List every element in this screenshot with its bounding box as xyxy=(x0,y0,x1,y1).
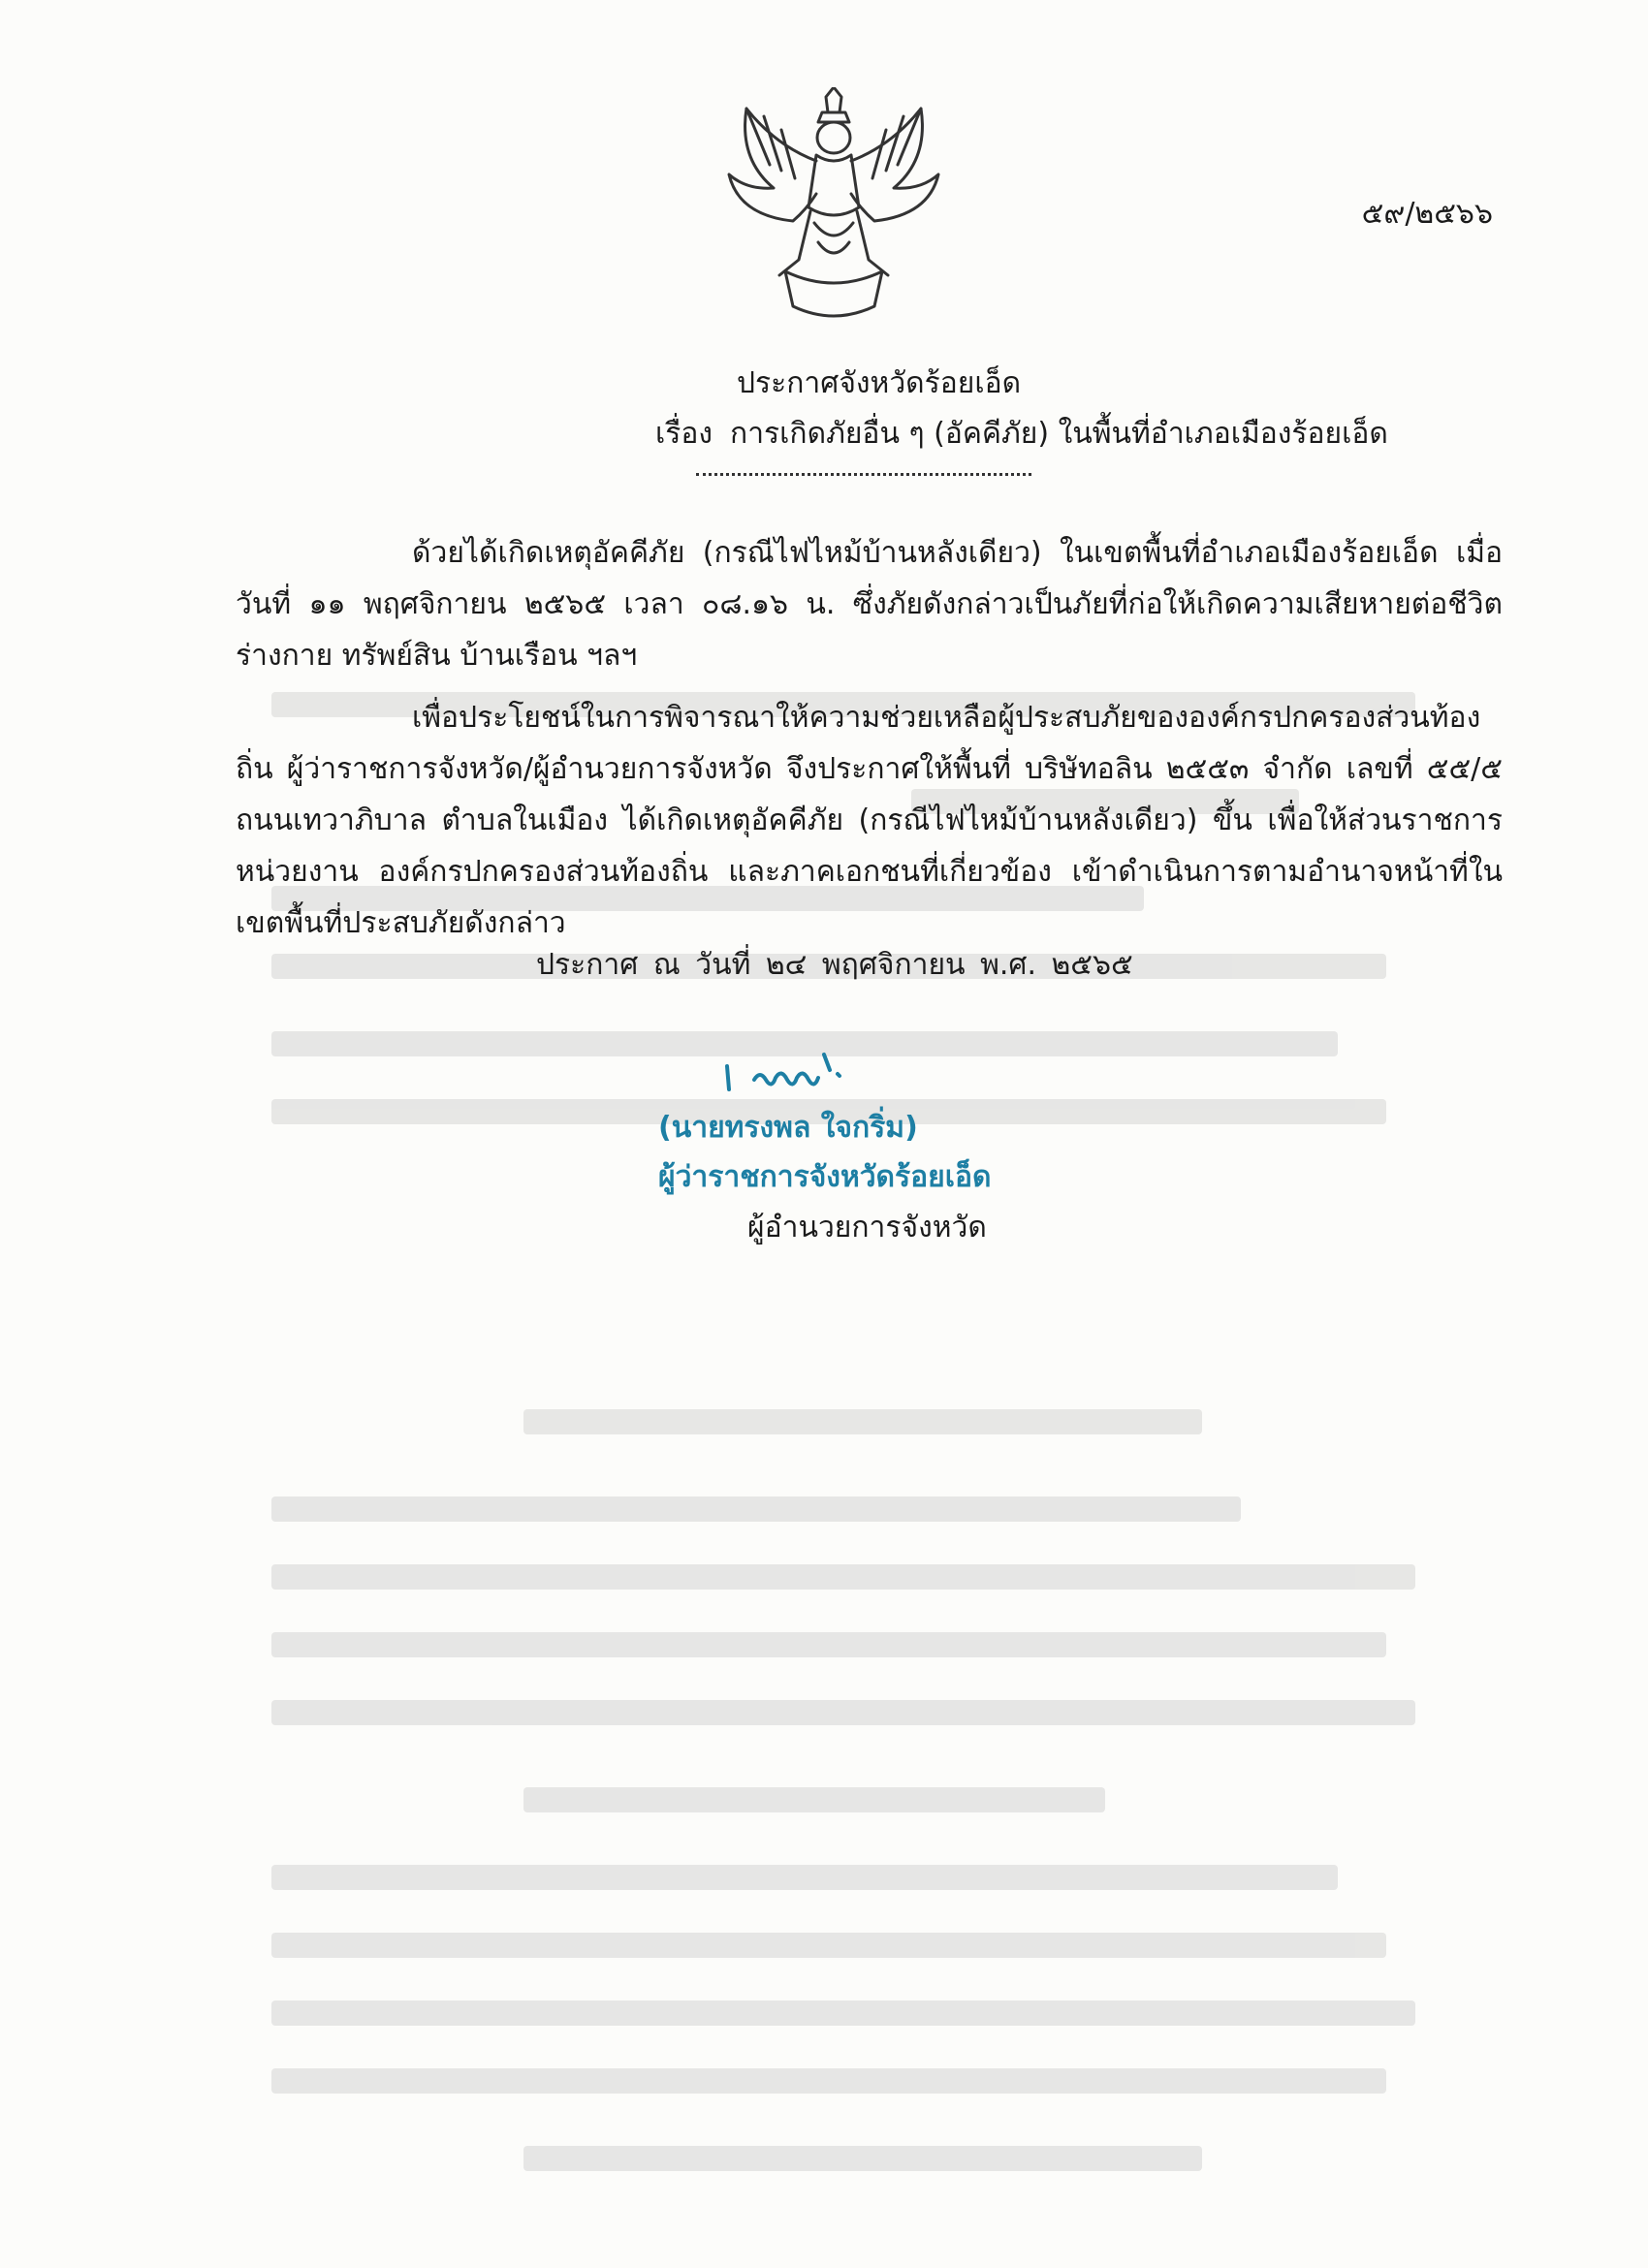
signatory-role: ผู้อำนวยการจังหวัด xyxy=(747,1211,987,1244)
body-paragraph-2: เพื่อประโยชน์ในการพิจารณาให้ความช่วยเหลือผู้ประสบภัยขององค์กรปกครองส่วนท้องถิ่น ผู้ว่าราชการจังหวัด/ผู้อำนวยการจังหวัด จึงประกาศให้พื้นที่ บริษัทอลิน ๒๕๕๓ จำกัด เลขที่ ๕๕/๕ ถนนเทวาภิบาล ตำบลในเมือง ได้เกิดเหตุอัคคีภัย (กรณีไฟไหม้บ้านหลังเดียว) ขึ้น เพื่อให้ส่วนราชการ หน่วยงาน องค์กรปกครองส่วนท้องถิ่น และภาคเอกชนที่เกี่ยวข้อง เข้าดำเนินการตามอำนาจหน้าที่ในเขตพื้นที่ประสบภัยดังกล่าว xyxy=(236,701,1503,940)
garuda-emblem xyxy=(717,87,950,330)
document-number: ๕๙/๒๕๖๖ xyxy=(1361,197,1493,231)
announcement-date: ประกาศ ณ วันที่ ๒๔ พฤศจิกายน พ.ศ. ๒๕๖๕ xyxy=(536,948,1133,982)
subject-line xyxy=(655,411,1388,457)
dotted-divider xyxy=(696,473,1031,476)
announcement-title: ประกาศจังหวัดร้อยเอ็ด xyxy=(737,366,1022,400)
handwritten-signature xyxy=(717,1035,931,1103)
signatory-position: ผู้ว่าราชการจังหวัดร้อยเอ็ด xyxy=(658,1160,992,1194)
body-paragraph-1: ด้วยได้เกิดเหตุอัคคีภัย (กรณีไฟไหม้บ้านหลังเดียว) ในเขตพื้นที่อำเภอเมืองร้อยเอ็ด เมื่อวันที่ ๑๑ พฤศจิกายน ๒๕๖๕ เวลา ๐๘.๑๖ น. ซึ่งภัยดังกล่าวเป็นภัยที่ก่อให้เกิดความเสียหายต่อชีวิต ร่างกาย ทรัพย์สิน บ้านเรือน ฯลฯ xyxy=(236,536,1503,673)
signatory-name: (นายทรงพล ใจกริ่ม) xyxy=(658,1111,918,1145)
subject-text: การเกิดภัยอื่น ๆ (อัคคีภัย) ในพื้นที่อำเภอเมืองร้อยเอ็ด xyxy=(730,417,1388,451)
subject-label: เรื่อง xyxy=(655,417,713,451)
